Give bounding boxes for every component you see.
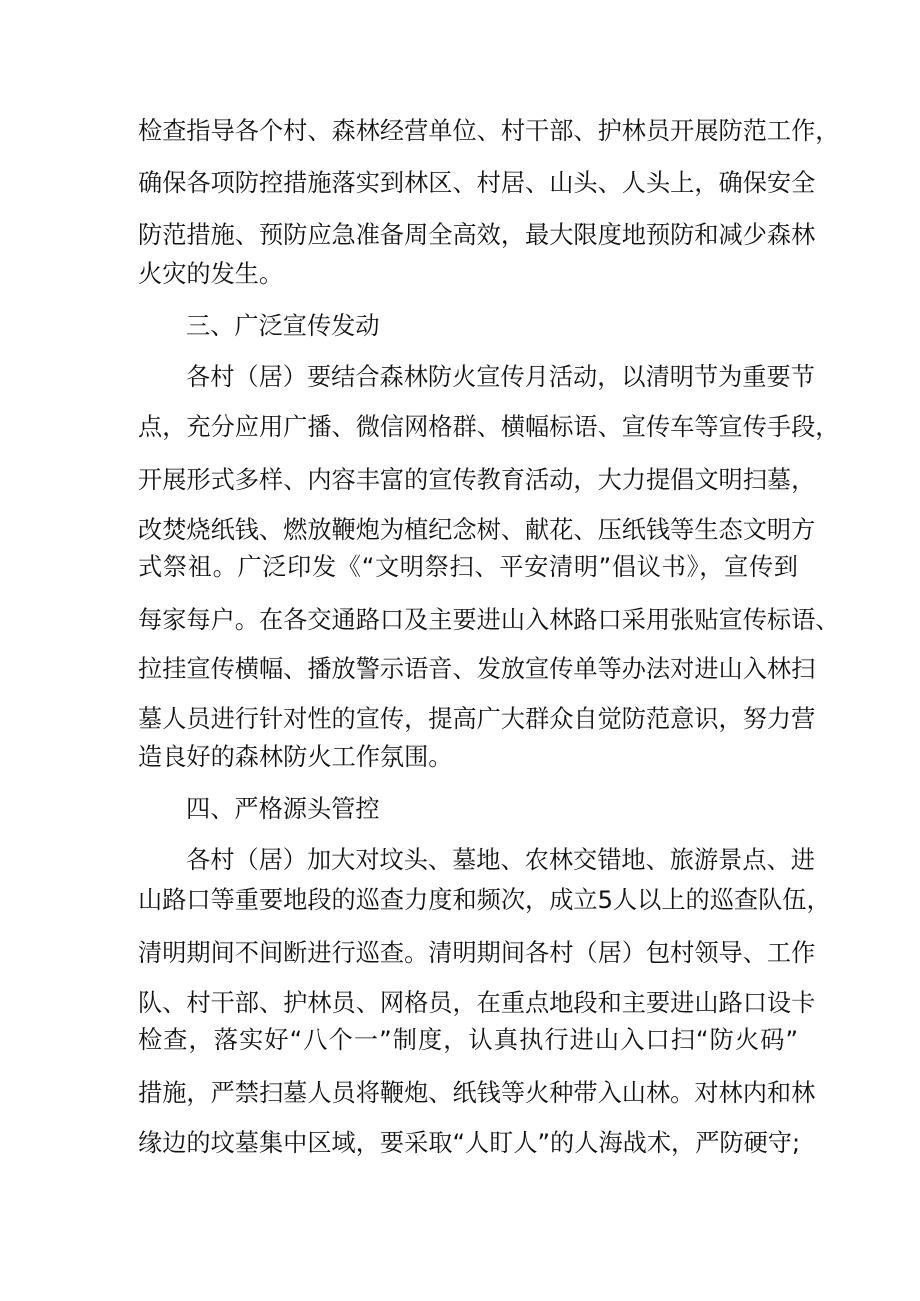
text-line: 各村（居）加大对坟头、墓地、农林交错地、旅游景点、进 [186,846,815,874]
text-line: 每家每户。在各交通路口及主要进山入林路口采用张贴宣传标语、 [138,606,840,634]
section-heading: 四、严格源头管控 [186,795,380,823]
text-line: 缘边的坟墓集中区域，要采取“人盯人”的人海战术，严防硬守; [138,1129,801,1157]
text-line: 检查，落实好“八个一”制度，认真执行进山入口扫“防火码” [138,1026,798,1054]
section-heading: 三、广泛宣传发动 [186,312,380,340]
text-line: 清明期间不间断进行巡查。清明期间各村（居）包村领导、工作 [138,939,816,967]
text-line: 点，充分应用广播、微信网格群、横幅标语、宣传车等宣传手段， [138,413,840,441]
text-line: 各村（居）要结合森林防火宣传月活动，以清明节为重要节 [186,363,815,391]
text-line: 检查指导各个村、森林经营单位、村干部、护林员开展防范工作， [138,117,840,145]
text-line: 拉挂宣传横幅、播放警示语音、发放宣传单等办法对进山入林扫 [138,655,816,683]
text-line: 防范措施、预防应急准备周全高效，最大限度地预防和减少森林 [138,221,816,249]
text-line: 开展形式多样、内容丰富的宣传教育活动，大力提倡文明扫墓， [138,466,816,494]
text-line: 造良好的森林防火工作氛围。 [138,743,453,771]
text-line: 改焚烧纸钱、燃放鞭炮为植纪念树、献花、压纸钱等生态文明方 [138,516,816,544]
text-line: 式祭祖。广泛印发《“文明祭扫、平安清明”倡议书》，宣传到 [138,553,798,581]
text-line: 墓人员进行针对性的宣传，提高广大群众自觉防范意识，努力营 [138,705,816,733]
text-line: 确保各项防控措施落实到林区、村居、山头、人头上，确保安全 [138,169,816,197]
text-line: 火灾的发生。 [138,260,284,288]
text-line: 措施，严禁扫墓人员将鞭炮、纸钱等火种带入山林。对林内和林 [138,1079,816,1107]
text-line: 山路口等重要地段的巡查力度和频次，成立5人以上的巡查队伍， [138,886,831,914]
text-line: 队、村干部、护林员、网格员，在重点地段和主要进山路口设卡 [138,989,816,1017]
